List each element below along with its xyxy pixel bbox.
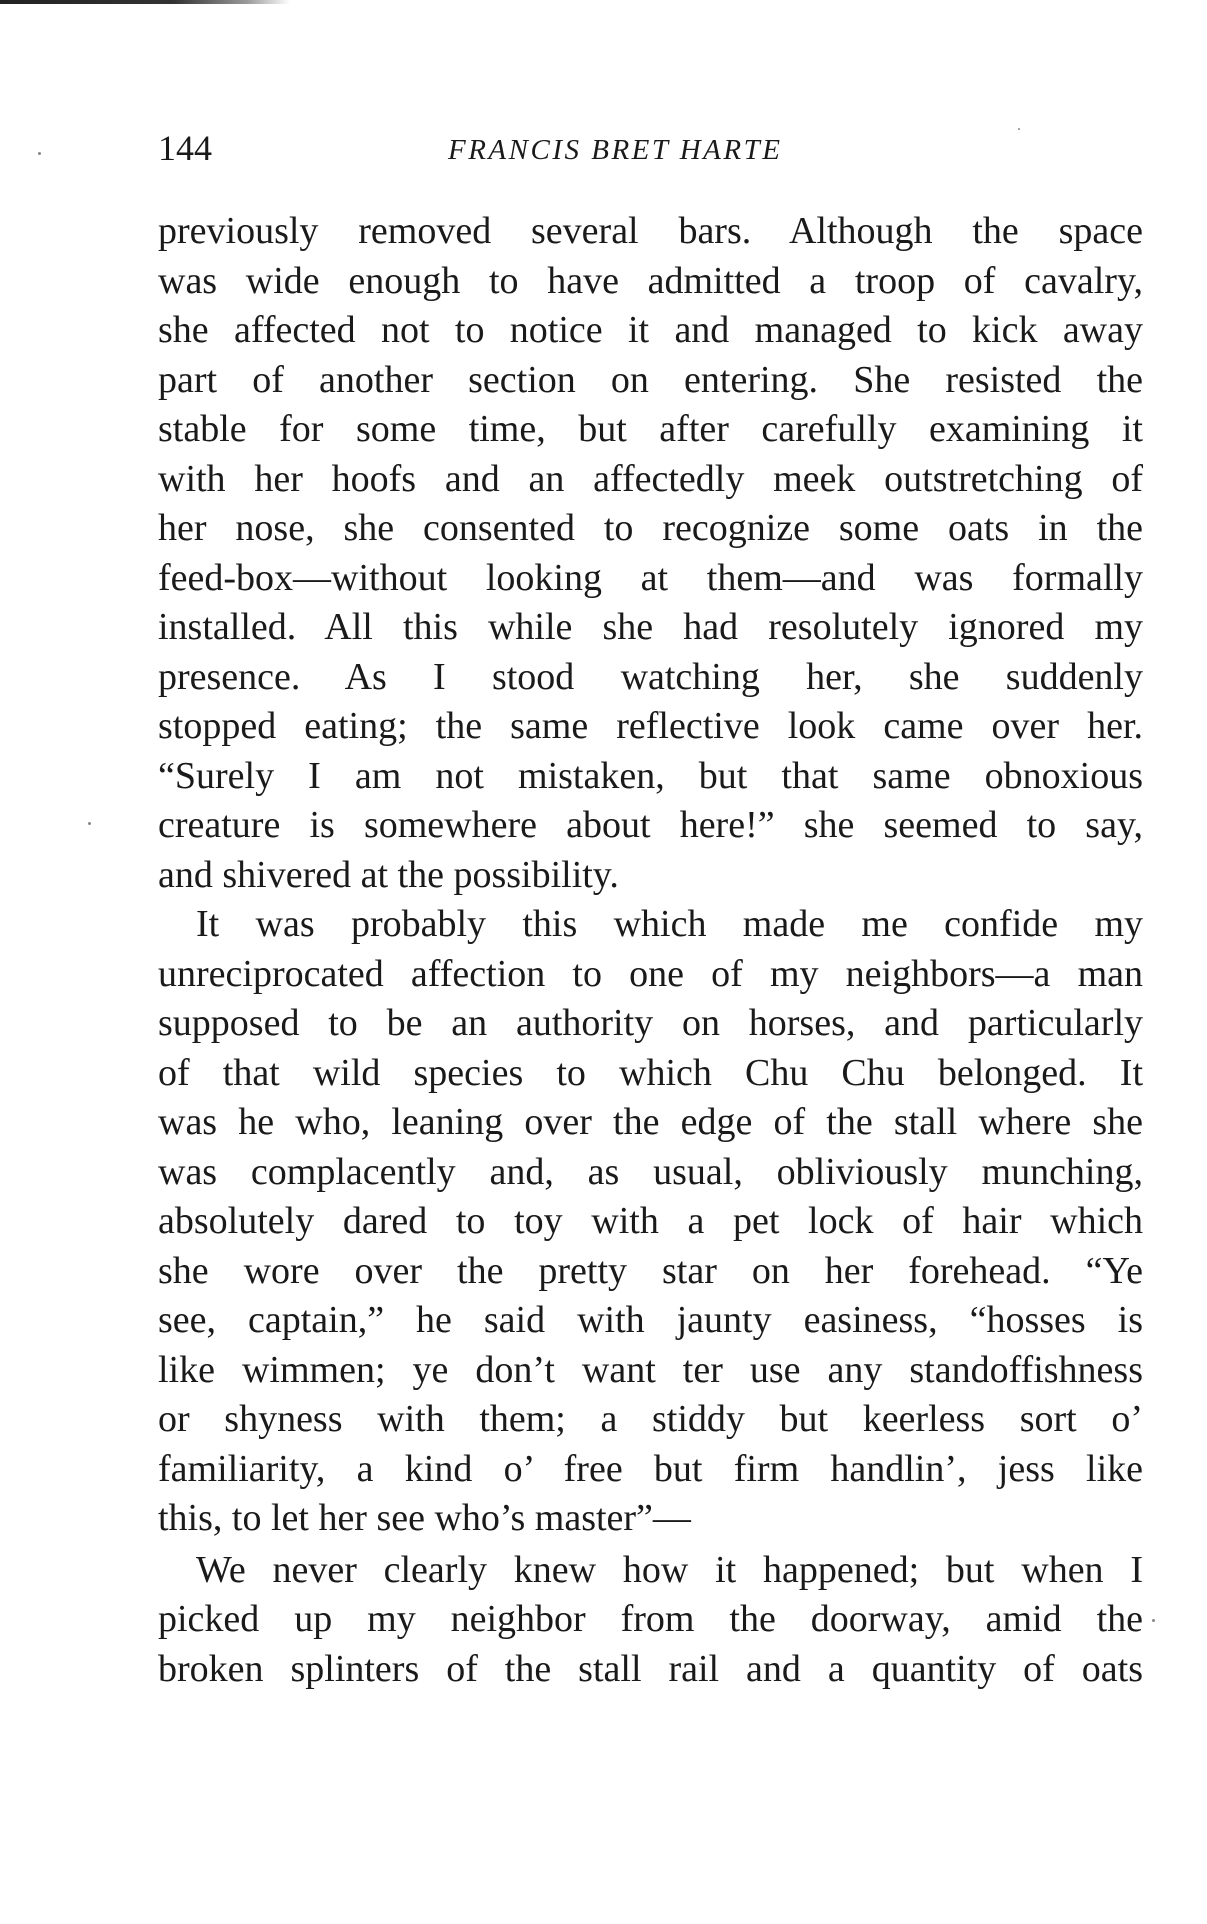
running-title: FRANCIS BRET HARTE bbox=[448, 134, 783, 166]
text-line: or shyness with them; a stiddy but keerless sort o’ bbox=[158, 1398, 1143, 1440]
text-line: broken splinters of the stall rail and a quantity of oats bbox=[158, 1647, 1143, 1690]
text-line: supposed to be an authority on horses, and particularly bbox=[158, 1002, 1143, 1044]
text-line: she affected not to notice it and managed to kick away bbox=[158, 309, 1143, 351]
scan-speck bbox=[88, 822, 91, 825]
text-line: her nose, she consented to recognize some oats in the bbox=[158, 507, 1143, 549]
text-line: this, to let her see who’s master”— bbox=[158, 1497, 691, 1539]
text-line: It was probably this which made me confide my bbox=[196, 903, 1143, 945]
scan-speck bbox=[1152, 1619, 1155, 1622]
text-line: feed-box—without looking at them—and was formally bbox=[158, 556, 1143, 599]
text-line: creature is somewhere about here!” she seemed to say, bbox=[158, 804, 1143, 846]
text-line: “Surely I am not mistaken, but that same obnoxious bbox=[158, 754, 1143, 797]
text-line: previously removed several bars. Although the space bbox=[158, 210, 1143, 252]
body-text bbox=[158, 207, 1143, 1694]
text-line: see, captain,” he said with jaunty easiness, “hosses is bbox=[158, 1299, 1143, 1341]
text-line: We never clearly knew how it happened; but when I bbox=[196, 1548, 1143, 1591]
text-line: with her hoofs and an affectedly meek outstretching of bbox=[158, 457, 1143, 500]
text-line: she wore over the pretty star on her forehead. “Ye bbox=[158, 1249, 1143, 1292]
text-line: like wimmen; ye don’t want ter use any standoffishness bbox=[158, 1348, 1143, 1391]
text-line: familiarity, a kind o’ free but firm handlin’, jess like bbox=[158, 1447, 1143, 1490]
page-number: 144 bbox=[158, 128, 212, 168]
text-line: unreciprocated affection to one of my neighbors—a man bbox=[158, 952, 1143, 995]
text-line: absolutely dared to toy with a pet lock of hair which bbox=[158, 1200, 1143, 1242]
text-line: picked up my neighbor from the doorway, amid the bbox=[158, 1598, 1143, 1640]
text-line: presence. As I stood watching her, she suddenly bbox=[158, 655, 1143, 698]
text-line: and shivered at the possibility. bbox=[158, 853, 619, 896]
text-line: part of another section on entering. She resisted the bbox=[158, 358, 1143, 401]
text-line: stable for some time, but after carefully examining it bbox=[158, 408, 1143, 450]
scan-speck bbox=[38, 152, 41, 155]
text-line: was wide enough to have admitted a troop of cavalry, bbox=[158, 259, 1143, 302]
text-line: was he who, leaning over the edge of the stall where she bbox=[158, 1101, 1143, 1143]
text-line: installed. All this while she had resolutely ignored my bbox=[158, 606, 1143, 648]
text-line: of that wild species to which Chu Chu belonged. It bbox=[158, 1051, 1143, 1094]
text-line: stopped eating; the same reflective look came over her. bbox=[158, 705, 1143, 747]
scan-speck bbox=[1018, 128, 1020, 130]
text-line: was complacently and, as usual, obliviously munching, bbox=[158, 1150, 1143, 1193]
page-header bbox=[158, 126, 1143, 170]
scan-edge-rule bbox=[0, 0, 290, 4]
